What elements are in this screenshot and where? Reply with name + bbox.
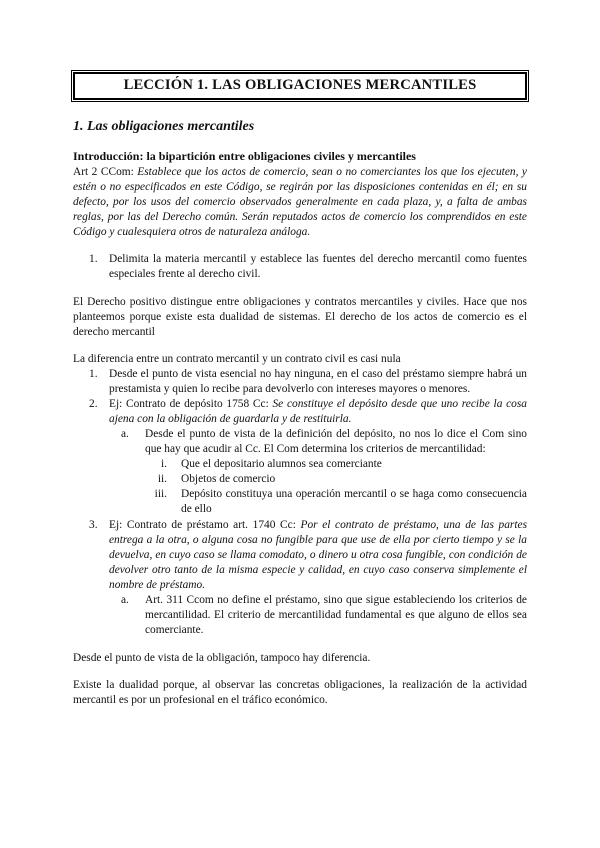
list-item-quote: Por el contrato de préstamo, una de las partes entrega a la otra, o alguna cosa no fungible para que use de ella por cierto tiempo y se la devuelva, en cuyo caso se llama comodato, o dinero u otra cosa fungible, con condición de devolver otro tanto de la misma especie y calidad, en cuyo caso conserva simplemente el nombre de préstamo. <box>109 518 528 591</box>
article-text: Establece que los actos de comercio, sean o no comerciantes los que los ejecuten, y estén o no especificados en este Código, se regirán por las disposiciones contenidas en él; en su defecto, por los usos del comercio observados generalmente en cada plaza, y, a falta de ambas reglas, por las del Derecho común. Serán reputados actos de comercio los comprendidos en este Código y cualesquiera otros de naturaleza análoga. <box>73 165 527 238</box>
list-item <box>73 397 527 427</box>
list-number: 2. <box>89 398 98 411</box>
paragraph-dualidad: Existe la dualidad porque, al observar las concretas obligaciones, la realización de la actividad mercantil es por un profesional en el tráfico económico. <box>73 678 527 706</box>
sub-list-item-text: Art. 311 Ccom no define el préstamo, sino que sigue estableciendo los criterios de mercantilidad. El criterio de mercantilidad fundamental es que alguno de ellos sea comerciante. <box>145 593 527 636</box>
list-item-quote: Se constituye el depósito desde que uno recibe la cosa ajena con la obligación de guardarla y de restituirla. <box>109 398 528 426</box>
list-number: 1. <box>89 368 98 381</box>
roman-list-item <box>145 457 527 472</box>
roman-numeral: iii. <box>154 488 167 501</box>
list-item-prefix: Ej: Contrato de préstamo art. 1740 Cc: <box>109 518 301 531</box>
paragraph-diferencia: La diferencia entre un contrato mercantil y un contrato civil es casi nula <box>73 353 401 366</box>
sub-list-item <box>109 593 527 638</box>
article-reference: Art 2 CCom: <box>73 165 138 178</box>
sub-list-item <box>109 427 527 457</box>
sub-list-letter: a. <box>121 593 129 606</box>
list-diferencias <box>73 367 527 638</box>
sub-list-item-text: Desde el punto de vista de la definición del depósito, no nos lo dice el Com sino que hay que acudir al Cc. El Com determina los criterios de mercantilidad: <box>145 428 527 456</box>
list-item <box>73 252 527 282</box>
list-item-text: Delimita la materia mercantil y establece las fuentes del derecho mercantil como fuentes especiales frente al derecho civil. <box>109 252 527 280</box>
roman-item-text: Depósito constituya una operación mercantil o se haga como consecuencia de ello <box>181 488 527 516</box>
list-item-prefix: Ej: Contrato de depósito 1758 Cc: <box>109 398 273 411</box>
roman-list-item <box>145 472 527 487</box>
list-number: 3. <box>89 518 98 531</box>
roman-item-text: Objetos de comercio <box>181 473 276 486</box>
list-item <box>73 518 527 593</box>
paragraph-obligacion: Desde el punto de vista de la obligación, tampoco hay diferencia. <box>73 651 371 664</box>
sub-list-letter: a. <box>121 428 129 441</box>
lesson-title: LECCIÓN 1. LAS OBLIGACIONES MERCANTILES <box>73 72 527 100</box>
list-item-text: Desde el punto de vista esencial no hay ninguna, en el caso del préstamo siempre habrá un prestamista y quien lo recibe para devolverlo con intereses mayores o menores. <box>109 368 527 396</box>
roman-numeral: ii. <box>157 473 167 486</box>
intro-heading: Introducción: la bipartición entre obligaciones civiles y mercantiles <box>73 148 416 163</box>
list-number: 1. <box>89 252 98 265</box>
section-heading: 1. Las obligaciones mercantiles <box>73 119 255 135</box>
roman-list-item <box>145 487 527 517</box>
list-delimita <box>73 252 527 282</box>
article-quote <box>73 165 527 240</box>
roman-numeral: i. <box>160 458 167 471</box>
roman-item-text: Que el depositario alumnos sea comerciante <box>181 458 382 471</box>
list-item <box>73 367 527 397</box>
paragraph-derecho-positivo: El Derecho positivo distingue entre obligaciones y contratos mercantiles y civiles. Hace que nos planteemos porque existe esta dualidad de sistemas. El derecho de los actos de comercio es el derecho mercantil <box>73 295 527 338</box>
document-page <box>73 72 527 708</box>
